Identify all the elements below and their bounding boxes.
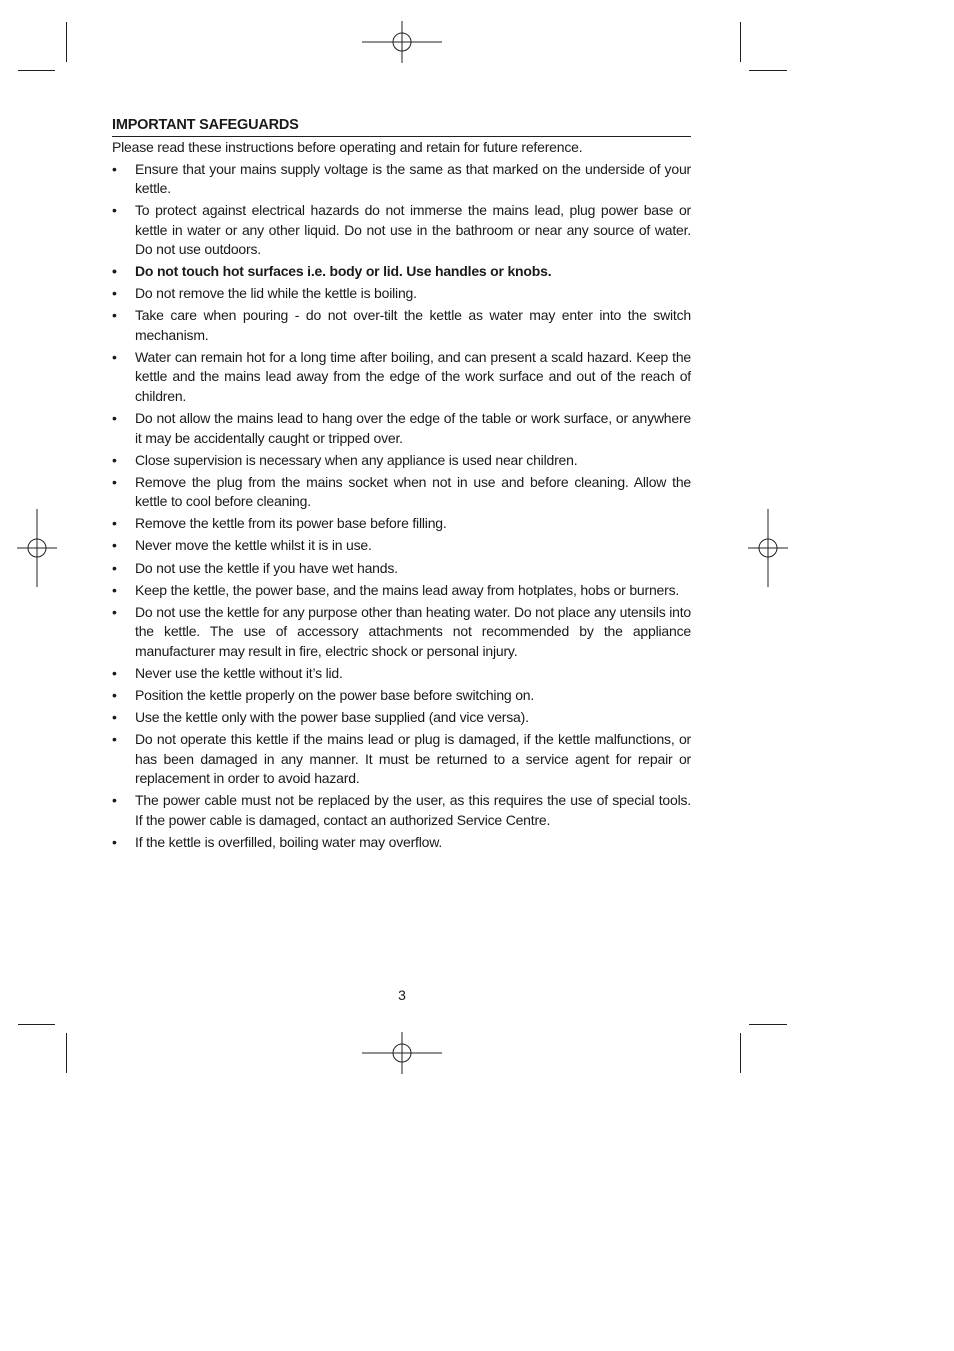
bullet-icon: • [112, 202, 117, 219]
page-number: 3 [398, 987, 406, 1003]
crop-mark-top-left-horizontal [18, 70, 55, 71]
list-item-text: Keep the kettle, the power base, and the mains lead away from hotplates, hobs or burners. [135, 581, 680, 598]
list-item [112, 791, 691, 830]
list-item [112, 603, 691, 662]
crop-mark-top-left-vertical [66, 22, 67, 62]
list-item-text: Position the kettle properly on the power base before switching on. [135, 686, 535, 703]
list-item [112, 559, 691, 579]
list-item [112, 833, 691, 853]
list-item-text: Do not allow the mains lead to hang over the edge of the table or work surface, or anywhere it may be accidentally caught or tripped over. [135, 410, 691, 446]
bullet-icon: • [112, 686, 117, 703]
list-item-text: Never use the kettle without it’s lid. [135, 664, 343, 681]
list-item-text: The power cable must not be replaced by the user, as this requires the use of special tools. If the power cable is damaged, contact an authorized Service Centre. [135, 792, 691, 828]
bullet-icon: • [112, 792, 117, 809]
list-item-text: Water can remain hot for a long time after boiling, and can present a scald hazard. Keep the kettle and the mains lead away from the edge of the work surface and out of the reach of children. [135, 348, 691, 404]
registration-mark-bottom-icon [362, 1032, 442, 1074]
list-item [112, 201, 691, 260]
list-item [112, 536, 691, 556]
bullet-icon: • [112, 348, 117, 365]
list-item-text: Do not use the kettle if you have wet hands. [135, 559, 398, 576]
list-item [112, 686, 691, 706]
section-title: IMPORTANT SAFEGUARDS [112, 116, 691, 137]
intro-text: Please read these instructions before operating and retain for future reference. [112, 139, 583, 155]
list-item-text: Close supervision is necessary when any appliance is used near children. [135, 451, 578, 468]
list-item-text: Use the kettle only with the power base supplied (and vice versa). [135, 709, 529, 725]
bullet-icon: • [112, 603, 117, 620]
bullet-icon: • [112, 833, 117, 850]
list-item-text: Take care when pouring - do not over-tilt the kettle as water may enter into the switch mechanism. [135, 307, 691, 343]
list-item [112, 306, 691, 345]
bullet-icon: • [112, 537, 117, 554]
list-item-text: Remove the kettle from its power base before filling. [135, 515, 447, 532]
bullet-icon: • [112, 515, 117, 532]
crop-mark-bottom-left-vertical [66, 1033, 67, 1073]
list-item-text: Do not touch hot surfaces i.e. body or lid. Use handles or knobs. [135, 263, 552, 280]
list-item-text: Do not remove the lid while the kettle is boiling. [135, 285, 417, 302]
bullet-icon: • [112, 709, 117, 725]
registration-mark-left-icon [17, 509, 57, 587]
list-item-text: To protect against electrical hazards do not immerse the mains lead, plug power base or kettle in water or any other liquid. Do not use in the bathroom or near any source of water. Do not use outdoors. [135, 202, 691, 258]
crop-mark-top-right-horizontal [749, 70, 787, 71]
bullet-icon: • [112, 307, 117, 324]
list-item-text: Do not operate this kettle if the mains lead or plug is damaged, if the kettle malfunctions, or has been damaged in any manner. It must be returned to a service agent for repair or replacement in order to avoid hazard. [135, 731, 691, 787]
bullet-icon: • [112, 410, 117, 427]
bullet-icon: • [112, 581, 117, 598]
list-item-text: Remove the plug from the mains socket when not in use and before cleaning. Allow the kettle to cool before cleaning. [135, 473, 691, 510]
list-item [112, 451, 691, 471]
bullet-icon: • [112, 263, 117, 280]
list-item [112, 664, 691, 684]
registration-mark-top-icon [362, 21, 442, 63]
list-item [112, 160, 691, 199]
bullet-icon: • [112, 559, 117, 576]
list-item [112, 514, 691, 534]
bullet-icon: • [112, 664, 117, 681]
bullet-icon: • [112, 451, 117, 468]
list-item [112, 730, 691, 789]
bullet-icon: • [112, 160, 117, 177]
bullet-icon: • [112, 731, 117, 748]
crop-mark-top-right-vertical [740, 22, 741, 62]
crop-mark-bottom-right-horizontal [749, 1024, 787, 1025]
crop-mark-bottom-right-vertical [740, 1033, 741, 1073]
list-item [112, 262, 691, 282]
list-item [112, 409, 691, 448]
bullet-icon: • [112, 285, 117, 302]
bullet-icon: • [112, 473, 117, 490]
safeguards-list [112, 160, 691, 853]
registration-mark-right-icon [748, 509, 788, 587]
list-item-text: Do not use the kettle for any purpose other than heating water. Do not place any utensils into the kettle. The use of accessory attachments not recommended by the appliance manufacturer may result in fire, electric shock or personal injury. [135, 603, 691, 659]
list-item [112, 708, 691, 728]
crop-mark-bottom-left-horizontal [18, 1024, 55, 1025]
list-item [112, 284, 691, 304]
list-item-text: If the kettle is overfilled, boiling water may overflow. [135, 833, 443, 850]
list-item [112, 581, 691, 601]
list-item-text: Ensure that your mains supply voltage is the same as that marked on the underside of your kettle. [135, 160, 691, 196]
list-item-text: Never move the kettle whilst it is in use. [135, 537, 372, 554]
list-item [112, 473, 691, 512]
list-item [112, 348, 691, 407]
safeguards-section [112, 116, 691, 855]
